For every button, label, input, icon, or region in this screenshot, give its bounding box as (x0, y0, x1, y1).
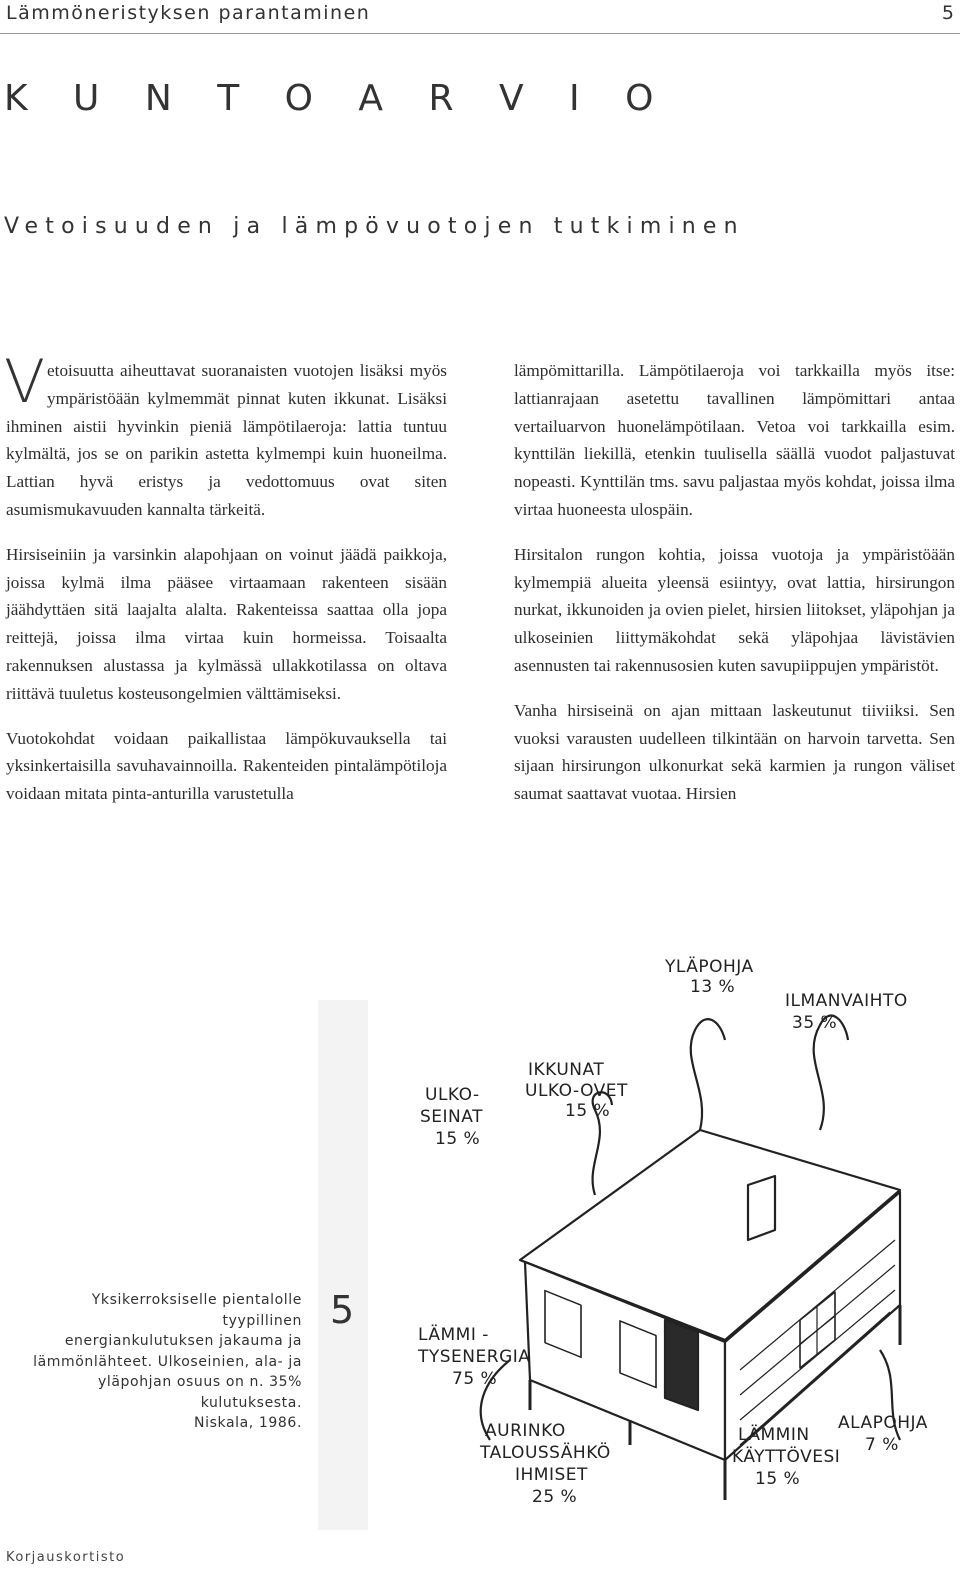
paragraph-1 (4, 347, 447, 524)
paragraph-5: Hirsitalon rungon kohtia, joissa vuotoja ja ympäristöään kylmempiä alueita yleensä esiintyy, ovat lattia, hirsirungon nurkat, ikkunoiden ja ovien pielet, hirsien liitokset, yläpohjan ja ulkoseinien liittymäkohdat sekä yläpohjaa lävistävien asennusten tai rakennusosien kuten savupiippujen ympäristöt. (514, 544, 955, 675)
caption-line: Yksikerroksiselle pientalolle tyypillinen (91, 1292, 302, 1329)
right-text-column (514, 357, 955, 825)
caption-line: Niskala, 1986. (194, 1415, 302, 1431)
footer-text: Korjauskortisto (6, 1550, 126, 1565)
page-title: K U N T O A R V I O (4, 78, 671, 119)
figure-caption (10, 1290, 302, 1434)
label-lammitys-pct: 75 % (452, 1369, 498, 1389)
label-kayttovesi: KÄYTTÖVESI (732, 1447, 841, 1467)
figure-number: 5 (330, 1288, 355, 1332)
label-alapohja-pct: 7 % (865, 1435, 899, 1455)
label-taloussahko: TALOUSSÄHKÖ (480, 1443, 611, 1463)
label-alapohja: ALAPOHJA (838, 1413, 928, 1433)
label-tysenergia: TYSENERGIA (418, 1347, 531, 1367)
label-ilmanvaihto: ILMANVAIHTO (785, 991, 908, 1011)
label-ikkunat: IKKUNAT (528, 1060, 605, 1080)
caption-panel-background (318, 1000, 368, 1530)
page-number: 5 (941, 2, 954, 24)
caption-line: energiankulutuksen jakauma ja (64, 1333, 302, 1349)
house-energy-illustration (380, 940, 955, 1530)
paragraph-4: lämpömittarilla. Lämpötilaeroja voi tarkkailla myös itse: lattianrajaan asetettu tavallinen lämpömittari antaa vertailuarvon huonelämpötilaan. Vetoa voi tarkkailla esim. kynttilän liekillä, etenkin tuulisella säällä vuodot paljastuvat nopeasti. Kynttilän tms. savu paljastaa myös kohdat, joissa ilma virtaa huoneesta ulospäin. (514, 361, 955, 519)
caption-line: yläpohjan osuus on n. 35% kulutuksesta. (98, 1374, 302, 1411)
label-ylapohja: YLÄPOHJA (665, 957, 754, 977)
left-text-column (4, 347, 447, 825)
label-seinat: SEINAT (420, 1107, 483, 1127)
paragraph-6: Vanha hirsiseinä on ajan mittaan laskeutunut tiiviiksi. Sen vuoksi varausten uudelleen tilkintään on harvoin tarvetta. Sen sijaan hirsirungon ulkonurkat sekä karmien ja rungon väliset saumat saattavat vuotaa. Hirsien (514, 700, 955, 804)
label-ulko-ovet: ULKO-OVET (525, 1081, 628, 1101)
paragraph-2: Hirsiseiniin ja varsinkin alapohjaan on voinut jäädä paikkoja, joissa kylmä ilma pääsee virtaamaan rakenteen sisään jäähdyttäen sitä laajalta alalta. Rakenteissa saattaa olla jopa reittejä, joissa ilma virtaa kuin hormeissa. Toisaalta rakennuksen alustassa ja kylmässä ullakkotilassa on oltava riittävä tuuletus kosteusongelmien välttämiseksi. (6, 544, 447, 703)
caption-line: lämmönlähteet. Ulkoseinien, ala- ja (33, 1353, 302, 1370)
label-ulkoseinat-pct: 15 % (435, 1129, 481, 1149)
paragraph-1-text: etoisuutta aiheuttavat suoranaisten vuotojen lisäksi myös ympäristöään kylmemmät pinnat kuten ikkunat. Lisäksi ihminen aistii hyvinkin pieniä lämpötilaeroja: lattia tuntuu kylmältä, jos se on parikin astetta kylmempi kuin huoneilma. Lattian hyvä eristys ja vedottomuus ovat siten asumismukavuuden kannalta tärkeitä. (6, 361, 447, 519)
paragraph-3: Vuotokohdat voidaan paikallistaa lämpökuvauksella tai yksinkertaisilla savuhavainnoilla. Rakenteiden pintalämpötiloja voidaan mitata pinta-anturilla varustetulla (6, 728, 447, 804)
header-divider (0, 33, 960, 34)
label-ihmiset: IHMISET (515, 1465, 588, 1485)
label-ikkunat-pct: 15 % (565, 1101, 611, 1121)
label-kayttovesi-pct: 15 % (755, 1469, 801, 1489)
label-lammin: LÄMMIN (738, 1425, 810, 1445)
running-header-title: Lämmöneristyksen parantaminen (6, 2, 371, 24)
drop-cap: V (4, 347, 46, 417)
label-ulkoseinat: ULKO- (425, 1085, 480, 1105)
label-ilmanvaihto-pct: 35 % (792, 1013, 838, 1033)
section-subtitle: Vetoisuuden ja lämpövuotojen tutkiminen (4, 214, 745, 239)
label-lammitys: LÄMMI - (418, 1325, 489, 1345)
label-aurinko-pct: 25 % (532, 1487, 578, 1507)
label-ylapohja-pct: 13 % (690, 977, 736, 997)
label-aurinko: AURINKO (485, 1421, 566, 1441)
